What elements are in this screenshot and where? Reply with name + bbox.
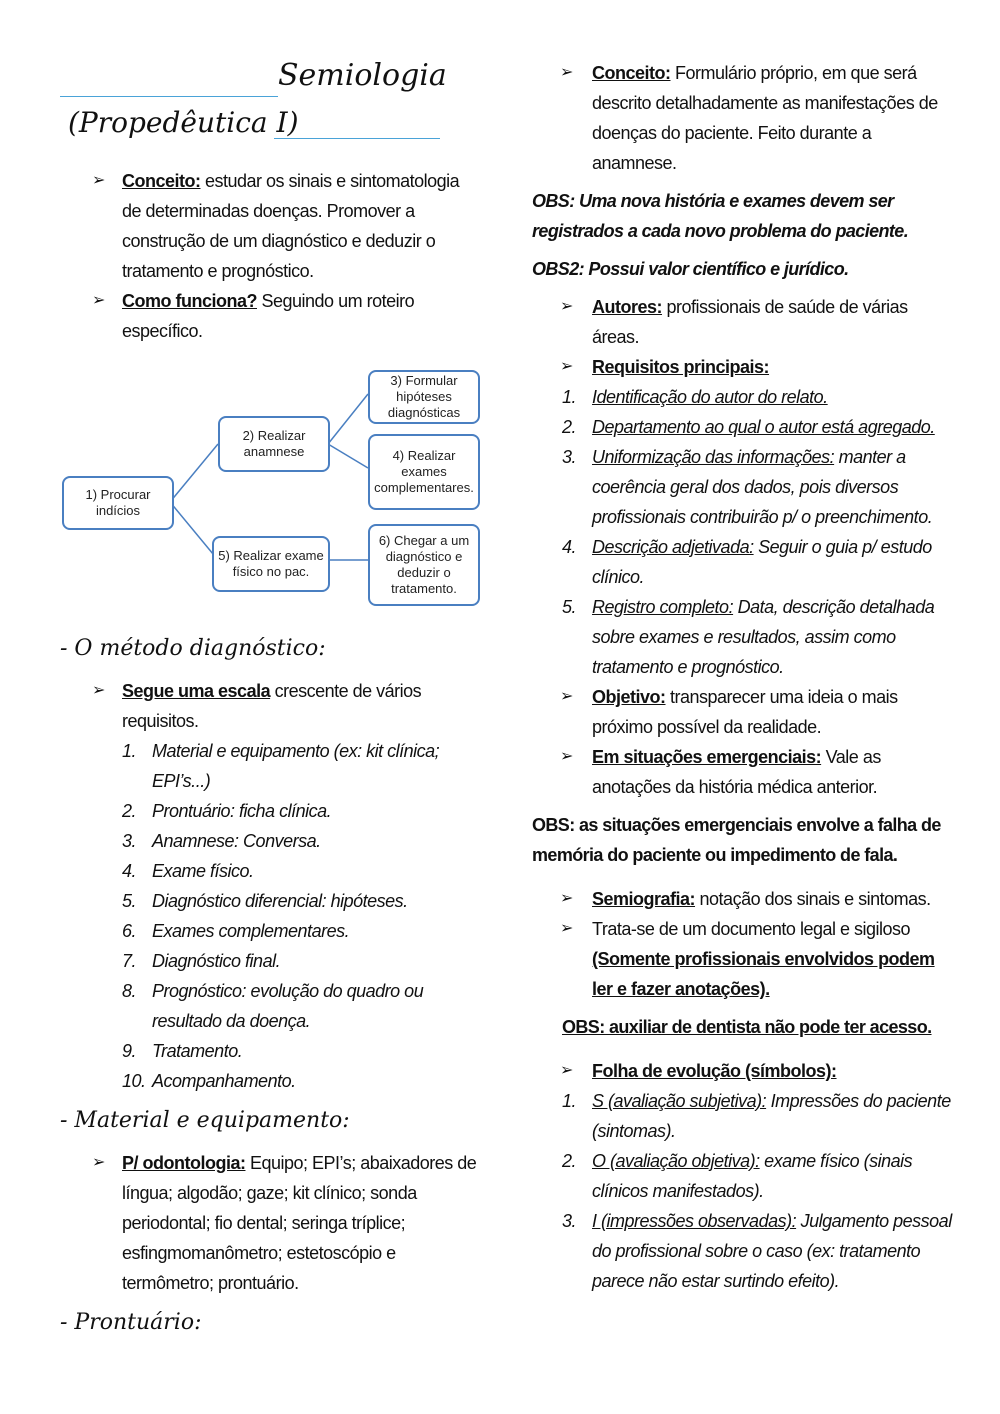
connector-2-3 [328, 394, 368, 444]
diagram-box-2: 2) Realizar anamnese [218, 416, 330, 472]
left-column [60, 58, 480, 1350]
arrow-icon: ➢ [560, 358, 573, 375]
title-row-2 [60, 100, 480, 152]
bullet-como-funciona: ➢ Como funciona? Seguindo um roteiro específico. [60, 286, 480, 346]
list-item: 5. Diagnóstico diferencial: hipóteses. [122, 891, 408, 911]
list-item: 4. Descrição adjetivada: Seguir o guia p/ estudo clínico. [562, 537, 932, 587]
bullet-conceito: ➢ Conceito: estudar os sinais e sintomatologia de determinadas doenças. Promover a construção de um diagnóstico e deduzir o tratamento e prognóstico. [60, 166, 480, 286]
obs-emergenciais: OBS: as situações emergenciais envolve a falha de memória do paciente ou impedimento de fala. [532, 815, 941, 865]
arrow-icon: ➢ [560, 298, 573, 315]
list-item: 3. I (impressões observadas): Julgamento pessoal do profissional sobre o caso (ex: tratamento parece não estar surtindo efeito). [562, 1211, 952, 1291]
bullet-autores: ➢ Autores: profissionais de saúde de várias áreas. [532, 292, 952, 352]
list-item: 6. Exames complementares. [122, 921, 350, 941]
bullet-folha-evolucao: ➢ Folha de evolução (símbolos): [532, 1056, 952, 1086]
title-rule-right [274, 138, 440, 139]
list-item: 2. O (avaliação objetiva): exame físico (sinais clínicos manifestados). [562, 1151, 913, 1201]
list-item: 2. Departamento ao qual o autor está agregado. [562, 417, 935, 437]
page-subtitle: (Propedêutica I) [68, 106, 299, 139]
bullet-escala: ➢ Segue uma escala crescente de vários requisitos. [60, 676, 480, 736]
folha-list [532, 1086, 952, 1296]
list-item: 3. Uniformização das informações: manter a coerência geral dos dados, pois diversos profissionais contribuirão p/ o preenchimento. [562, 447, 933, 527]
arrow-icon: ➢ [92, 1154, 105, 1171]
metodo-list [60, 736, 480, 1096]
section-metodo: - O método diagnóstico: [60, 636, 326, 661]
arrow-icon: ➢ [560, 1062, 573, 1079]
connector-2-4 [328, 444, 368, 468]
obs-nova-historia: OBS: Uma nova história e exames devem ser registrados a cada novo problema do paciente. [532, 191, 909, 241]
bullet-emergenciais: ➢ Em situações emergenciais: Vale as anotações da história médica anterior. [532, 742, 952, 802]
bullet-semiografia: ➢ Semiografia: notação dos sinais e sintomas. [532, 884, 952, 914]
obs-auxiliar: OBS: auxiliar de dentista não pode ter acesso. [562, 1017, 932, 1037]
title-row-1 [60, 58, 480, 100]
bullet-documento-legal: ➢ Trata-se de um documento legal e sigiloso (Somente profissionais envolvidos podem ler e fazer anotações). [532, 914, 952, 1004]
obs-valor-cientifico: OBS2: Possui valor científico e jurídico. [532, 259, 849, 279]
arrow-icon: ➢ [560, 64, 573, 81]
list-item: 1. Identificação do autor do relato. [562, 387, 828, 407]
list-item: 2. Prontuário: ficha clínica. [122, 801, 332, 821]
connector-1-5 [170, 502, 218, 560]
bullet-conceito-prontuario: ➢ Conceito: Formulário próprio, em que será descrito detalhadamente as manifestações de doenças do paciente. Feito durante a anamnese. [532, 58, 952, 178]
diagram-box-1: 1) Procurar indícios [62, 476, 174, 530]
diagram-box-3: 3) Formular hipóteses diagnósticas [368, 370, 480, 424]
section-material: - Material e equipamento: [60, 1108, 350, 1133]
list-item: 7. Diagnóstico final. [122, 951, 281, 971]
list-item: 4. Exame físico. [122, 861, 254, 881]
section-prontuario: - Prontuário: [60, 1310, 202, 1335]
list-item: 3. Anamnese: Conversa. [122, 831, 321, 851]
right-column [532, 58, 952, 1296]
list-item: 10. Acompanhamento. [122, 1071, 296, 1091]
flow-diagram [60, 364, 480, 624]
bullet-objetivo: ➢ Objetivo: transparecer uma ideia o mais próximo possível da realidade. [532, 682, 952, 742]
list-item: 9. Tratamento. [122, 1041, 243, 1061]
bullet-odontologia: ➢ P/ odontologia: Equipo; EPI’s; abaixadores de língua; algodão; gaze; kit clínico; sonda periodontal; fio dental; seringa tríplice; esfingmomanômetro; estetoscópio e termômetro; prontuário. [60, 1148, 480, 1298]
arrow-icon: ➢ [560, 890, 573, 907]
list-item: 8. Prognóstico: evolução do quadro ou resultado da doença. [122, 981, 424, 1031]
diagram-box-5: 5) Realizar exame físico no pac. [212, 536, 330, 592]
arrow-icon: ➢ [92, 682, 105, 699]
arrow-icon: ➢ [560, 920, 573, 937]
connector-1-2 [170, 444, 218, 502]
arrow-icon: ➢ [92, 172, 105, 189]
requisitos-list [532, 382, 952, 682]
arrow-icon: ➢ [560, 688, 573, 705]
bullet-requisitos: ➢ Requisitos principais: [532, 352, 952, 382]
diagram-box-6: 6) Chegar a um diagnóstico e deduzir o tratamento. [368, 524, 480, 606]
list-item: 1. S (avaliação subjetiva): Impressões do paciente (sintomas). [562, 1091, 951, 1141]
title-rule-left [60, 96, 278, 97]
arrow-icon: ➢ [560, 748, 573, 765]
diagram-box-4: 4) Realizar exames complementares. [368, 434, 480, 510]
list-item: 5. Registro completo: Data, descrição detalhada sobre exames e resultados, assim como tratamento e prognóstico. [562, 597, 935, 677]
list-item: 1. Material e equipamento (ex: kit clínica; EPI’s...) [122, 741, 440, 791]
page-title: Semiologia [278, 58, 447, 93]
arrow-icon: ➢ [92, 292, 105, 309]
